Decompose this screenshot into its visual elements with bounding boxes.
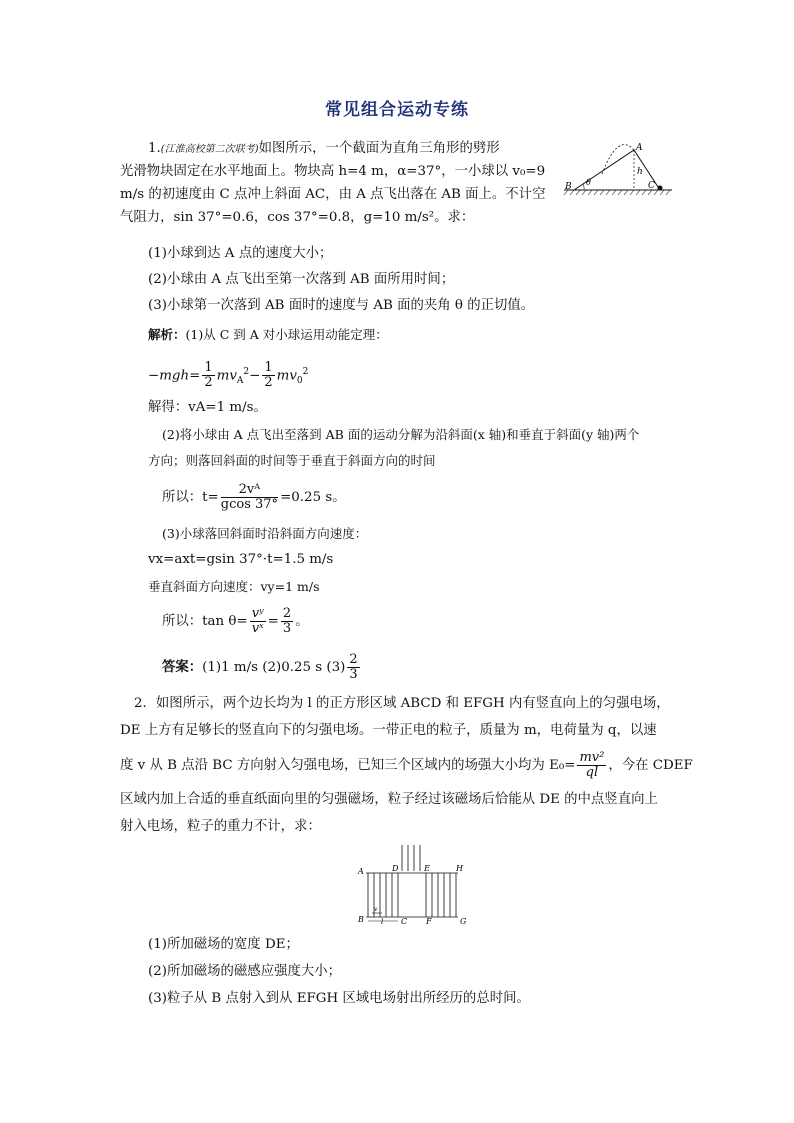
q1-source: (江淮高校第二次联考) xyxy=(160,144,259,155)
eq2-num: 2vᴬ xyxy=(221,483,278,498)
q2-line-4: 区域内加上合适的垂直纸面向里的匀强磁场，粒子经过该磁场后恰能从 DE 的中点竖直向上 xyxy=(120,792,658,807)
label-A: A xyxy=(358,867,364,876)
q1-line-4: 气阻力，sin 37°=0.6，cos 37°=0.8，g=10 m/s²。求： xyxy=(120,210,475,225)
label-l: l xyxy=(381,918,384,926)
q2-sub-2: (2)所加磁场的磁感应强度大小； xyxy=(148,964,342,979)
eq1-frac-2 xyxy=(262,361,274,390)
q2-e0-num: mv² xyxy=(579,750,605,765)
eq1-minus: − xyxy=(249,368,261,384)
eq3-num-1: vʸ xyxy=(251,606,264,621)
label-theta: θ xyxy=(586,178,591,187)
q1-equation-2 xyxy=(162,478,346,518)
q2-line-3-post: ，今在 CDEF xyxy=(608,758,693,773)
eq1-left: −mgh= xyxy=(148,368,201,384)
label-D: D xyxy=(392,864,399,873)
q1-solution-line-2a: (2)将小球由 A 点飞出至落到 AB 面的运动分解为沿斜面(x 轴)和垂直于斜面(y 轴)两个 xyxy=(162,427,640,442)
eq1-pow-2: 2 xyxy=(302,367,309,377)
abcd-field-lines xyxy=(368,873,398,917)
q2-figure xyxy=(352,843,472,927)
q1-solution-line-1 xyxy=(148,326,388,344)
q1-solution-result-1: 解得：vA=1 m/s。 xyxy=(148,400,267,415)
q1-text-1: 如图所示，一个截面为直角三角形的劈形 xyxy=(258,141,500,156)
q2-sub-3: (3)粒子从 B 点射入到从 EFGH 区域电场射出所经历的总时间。 xyxy=(148,991,530,1006)
label-B: B xyxy=(358,915,364,924)
answer-frac xyxy=(347,653,359,682)
eq1-term-1: mv xyxy=(216,368,237,384)
q2-line-1: 2．如图所示，两个边长均为 l 的正方形区域 ABCD 和 EFGH 内有竖直向上的匀强电场， xyxy=(134,696,670,711)
q2-e0-den: ql xyxy=(585,765,599,780)
q1-sub-3: (3)小球第一次落到 AB 面时的速度与 AB 面的夹角 θ 的正切值。 xyxy=(148,298,535,313)
eq1-sub-1: A xyxy=(236,376,244,387)
label-G: G xyxy=(460,917,467,926)
eq2-prefix: 所以：t= xyxy=(162,490,219,505)
ball xyxy=(658,186,663,191)
q2-line-3 xyxy=(120,746,693,786)
q1-solution-line-3a: (3)小球落回斜面时沿斜面方向速度： xyxy=(162,526,368,541)
q1-figure xyxy=(562,140,674,198)
eq2-den: gcos 37° xyxy=(220,497,279,512)
eq3-den-1: vˣ xyxy=(251,621,264,636)
label-H: H xyxy=(456,864,463,873)
solution-label: 解析： xyxy=(148,327,186,342)
q1-sub-2: (2)小球由 A 点飞出至第一次落到 AB 面所用时间； xyxy=(148,272,455,287)
eq3-frac-2 xyxy=(281,607,293,636)
answer-num: 2 xyxy=(349,652,358,667)
eq1-frac-1-den: 2 xyxy=(204,375,213,391)
q2-sub-1: (1)所加磁场的宽度 DE； xyxy=(148,937,299,952)
label-h: h xyxy=(637,167,643,177)
label-C: C xyxy=(648,181,655,191)
q2-line-3-pre: 度 v 从 B 点沿 BC 方向射入匀强电场，已知三个区域内的场强大小均为 E₀= xyxy=(120,758,576,773)
answer-text: (1)1 m/s (2)0.25 s (3) xyxy=(202,660,346,675)
q1-line-3: m/s 的初速度由 C 点冲上斜面 AC，由 A 点飞出落在 AB 面上。不计空 xyxy=(120,187,546,202)
eq1-frac-1 xyxy=(202,361,214,390)
trajectory-arc xyxy=(602,145,634,174)
solution-step-1: (1)从 C 到 A 对小球运用动能定理： xyxy=(185,327,388,342)
answer-den: 3 xyxy=(349,667,358,682)
q1-answer xyxy=(162,648,362,686)
top-field-lines xyxy=(402,845,420,871)
angle-arc xyxy=(583,184,584,190)
eq1-frac-1-num: 1 xyxy=(204,360,213,376)
page-title: 常见组合运动专练 xyxy=(325,100,469,120)
q1-sub-1: (1)小球到达 A 点的速度大小； xyxy=(148,246,333,261)
label-F: F xyxy=(426,917,432,926)
label-v: v xyxy=(374,906,378,913)
eq3-prefix: 所以：tan θ= xyxy=(162,614,248,629)
eq1-frac-2-den: 2 xyxy=(264,375,273,391)
label-A: A xyxy=(636,143,643,153)
eq3-num-2: 2 xyxy=(282,606,292,621)
q1-line-1 xyxy=(148,140,500,159)
eq2-result: =0.25 s。 xyxy=(280,490,346,505)
q2-e0-frac xyxy=(577,751,606,780)
eq3-equals: = xyxy=(267,614,279,629)
label-C: C xyxy=(401,917,408,926)
eq3-frac-1 xyxy=(250,607,266,636)
label-E: E xyxy=(424,864,430,873)
eq1-pow-1: 2 xyxy=(243,367,250,377)
q1-number: 1. xyxy=(148,141,161,156)
q1-equation-3 xyxy=(162,600,309,644)
efgh-field-lines xyxy=(426,873,456,917)
label-B: B xyxy=(565,182,572,192)
q2-line-2: DE 上方有足够长的竖直向下的匀强电场。一带正电的粒子，质量为 m，电荷量为 q，以速 xyxy=(120,723,657,738)
q1-solution-line-2b: 方向；则落回斜面的时间等于垂直于斜面方向的时间 xyxy=(148,453,436,468)
q1-solution-line-3b: vx=axt=gsin 37°·t=1.5 m/s xyxy=(148,552,334,567)
q1-solution-line-3c: 垂直斜面方向速度：vy=1 m/s xyxy=(148,579,320,594)
eq1-term-2: mv xyxy=(276,368,297,384)
q1-line-2: 光滑物块固定在水平地面上。物块高 h=4 m，α=37°，一小球以 v₀=9 xyxy=(120,164,546,179)
eq3-end: 。 xyxy=(295,614,309,629)
eq1-sub-2: 0 xyxy=(296,376,303,387)
answer-label: 答案： xyxy=(162,659,203,675)
eq2-frac xyxy=(221,483,278,512)
eq1-frac-2-num: 1 xyxy=(264,360,273,376)
q1-equation-1 xyxy=(148,352,308,392)
q2-line-5: 射入电场，粒子的重力不计，求： xyxy=(120,819,321,834)
eq3-den-2: 3 xyxy=(282,621,292,636)
